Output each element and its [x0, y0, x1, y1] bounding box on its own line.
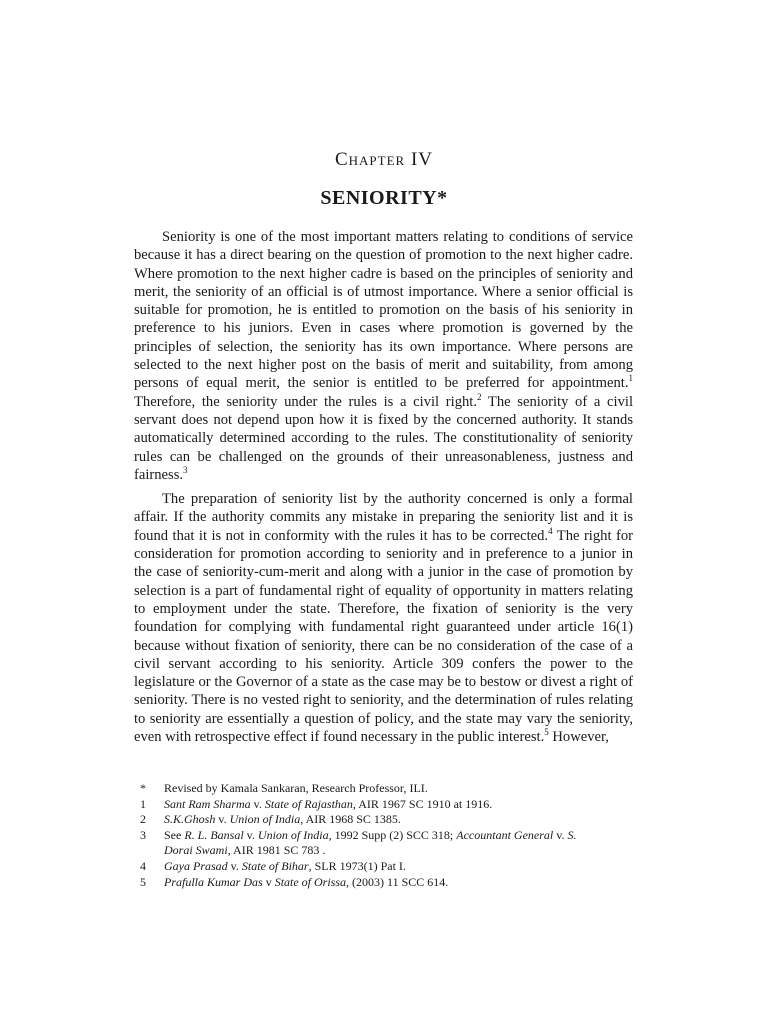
footnote-ref-4: 4 — [548, 525, 553, 536]
chapter-label: Chapter IV — [334, 149, 434, 170]
text-run: v. — [227, 858, 242, 873]
text-run: Therefore, the seniority under the rules is a civil right. — [134, 393, 478, 410]
footnote-mark: 4 — [140, 858, 146, 873]
case-name: S. — [567, 827, 577, 842]
text-run: v. — [215, 812, 230, 827]
footnote-text — [164, 859, 640, 875]
text-run: See — [164, 827, 185, 842]
footnote-text: Revised by Kamala Sankaran, Research Professor, ILI. — [164, 781, 428, 795]
text-run: v — [262, 874, 275, 889]
footnote-star — [140, 781, 640, 797]
footnote-ref-3: 3 — [183, 465, 188, 475]
case-name: Prafulla Kumar Das — [164, 874, 263, 889]
footnote-3-continued — [140, 843, 640, 859]
citation: , SLR 1973(1) Pat I. — [308, 858, 406, 873]
footnote-mark: 2 — [140, 812, 146, 827]
case-name: S.K.Ghosh — [164, 812, 216, 827]
paragraph-2 — [134, 490, 633, 746]
citation: , (2003) 11 SCC 614. — [346, 874, 449, 889]
footnote-1 — [140, 797, 640, 813]
case-name: State of Bihar — [241, 858, 309, 873]
text-run: However, — [548, 729, 609, 746]
footnote-5 — [140, 875, 640, 891]
footnote-ref-2: 2 — [477, 391, 482, 402]
case-name: Union of India — [257, 827, 329, 842]
footnote-3 — [140, 828, 640, 844]
text-run: v. — [250, 796, 265, 811]
case-name: R. L. Bansal — [184, 827, 244, 842]
chapter-title: SENIORITY* — [320, 187, 448, 209]
case-name: Dorai Swami — [164, 843, 228, 858]
citation: , 1992 Supp (2) SCC 318; — [328, 827, 457, 842]
footnote-mark: 1 — [140, 796, 146, 811]
footnote-text — [164, 875, 640, 891]
footnote-4 — [140, 859, 640, 875]
citation: , AIR 1981 SC 783 . — [227, 843, 326, 858]
case-name: Gaya Prasad — [164, 858, 228, 873]
footnote-text — [164, 812, 640, 828]
footnote-text — [164, 797, 640, 813]
footnote-ref-1: 1 — [628, 373, 633, 384]
body-text — [134, 228, 633, 752]
citation: , AIR 1967 SC 1910 at 1916. — [352, 796, 493, 811]
footnote-mark: 5 — [140, 874, 146, 889]
case-name: Union of India — [229, 812, 301, 827]
footnote-mark: 3 — [140, 827, 146, 842]
case-name: Sant Ram Sharma — [164, 796, 251, 811]
footnotes — [140, 781, 640, 890]
footnote-text — [164, 828, 640, 844]
case-name: State of Rajasthan — [264, 796, 353, 811]
text-run: v. — [243, 827, 258, 842]
text-run: The seniority of a civil servant does not depend upon how it is fixed by the concerned authority. It stands automatically determined according to the rules. The constitutionality of seniority rules can be challenged on the grounds of their unreasonableness, justness and fairness. — [134, 393, 633, 483]
footnote-2 — [140, 812, 640, 828]
text-run: The preparation of seniority list by the authority concerned is only a formal affair. If the authority commits any mistake in preparing the seniority list and it is found that it is not in conformity with the rules it has to be corrected. — [134, 491, 633, 544]
footnote-ref-5: 5 — [544, 727, 549, 738]
paragraph-1 — [134, 228, 633, 484]
text-run: The right for consideration for promotion according to seniority and in preference to a junior in the case of seniority-cum-merit and along with a junior in the case of promotion by selection is a part of fundamental right of equality of opportunity in matters relating to employment under the state. Therefore, the fixation of seniority is the very foundation for complying with fundamental right guaranteed under article 16(1) because without fixation of seniority, there can be no consideration of the case of a civil servant according to his seniority. Article 309 confers the power to the legislature or the Governor of a state as the case may be to bestow or divest a right of seniority. There is no vested right to seniority, and the determination of rules relating to seniority are essentially a question of policy, and the state may vary the seniority, even with retrospective effect if found necessary in the public interest. — [134, 527, 633, 746]
text-run: v. — [553, 827, 568, 842]
case-name: State of Orissa — [274, 874, 347, 889]
footnote-mark: * — [140, 781, 146, 795]
case-name: Accountant General — [456, 827, 554, 842]
text-run: Seniority is one of the most important matters relating to conditions of service because it has a direct bearing on the question of promotion to the next higher cadre. Where promotion to the next higher cadre is based on the principles of seniority and merit, the seniority of an official is of utmost importance. Where a senior official is suitable for promotion, he is entitled to promotion on the basis of his seniority in preference to his juniors. Even in cases where promotion is governed by the principles of selection, the seniority has its own importance. Where persons are selected to the next higher post on the basis of merit and suitability, from among persons of equal merit, the senior is entitled to be preferred for appointment. — [134, 229, 633, 392]
citation: , AIR 1968 SC 1385. — [300, 812, 401, 827]
